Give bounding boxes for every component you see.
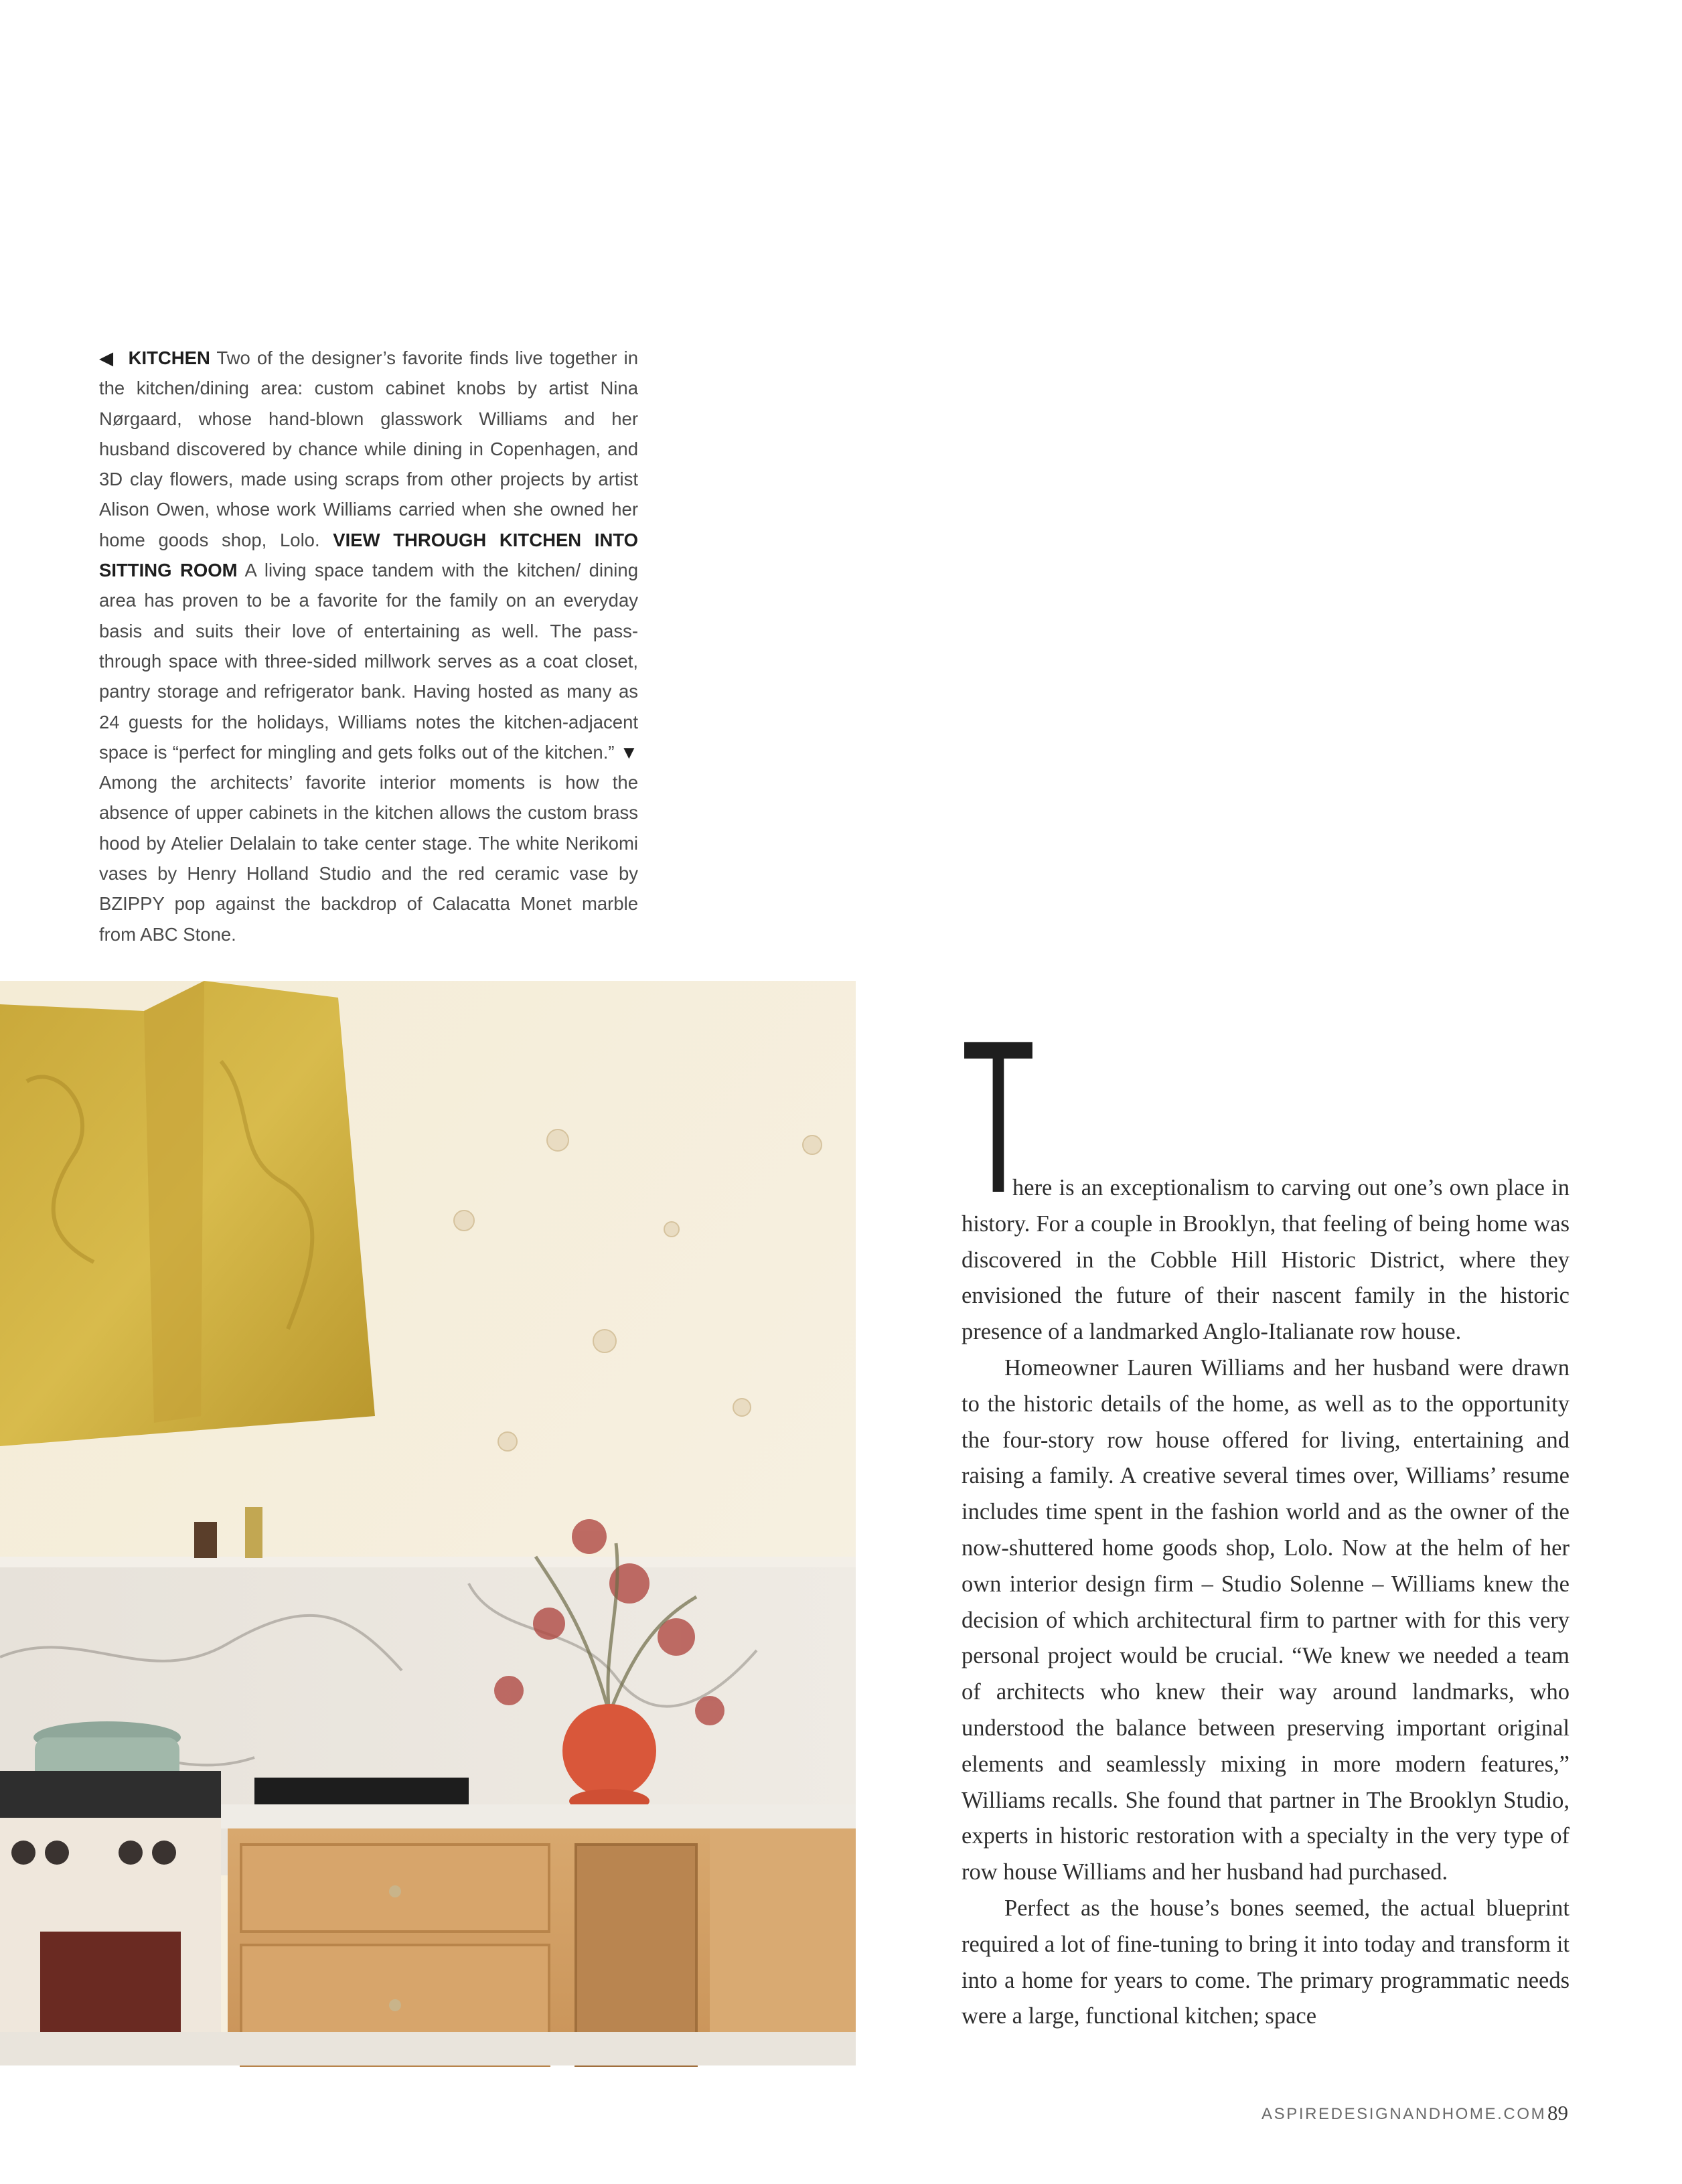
down-arrow-icon: ▼ <box>619 741 639 763</box>
photo-caption <box>99 343 638 949</box>
caption-text-view: A living space tandem with the kitchen/ dining area has proven to be a favorite for the family on an everyday basis and suits their love of entertaining as well. The pass-through space with three-sided millwork serves as a coat closet, pantry storage and refrigerator bank. Having hosted as many as 24 guests for the holidays, Williams notes the kitchen-adjacent space is “perfect for mingling and gets folks out of the kitchen.” <box>99 560 638 763</box>
left-arrow-icon: ◀ <box>99 347 115 368</box>
drop-cap-letter: T <box>962 995 1035 1238</box>
article-body <box>962 1170 1570 2035</box>
article-paragraph-2: Homeowner Lauren Williams and her husband were drawn to the historic details of the home, as well as to the opportunity the four-story row house offered for living, entertaining and raising a family. A creative several times over, Williams’ resume includes time spent in the fashion world and as the owner of the now-shuttered home goods shop, Lolo. Now at the helm of her own interior design firm – Studio Solenne – Williams knew the decision of which architectural firm to partner with for this very personal project would be crucial. “We knew we needed a team of architects who knew their way around landmarks, who understood the balance between preserving important original elements and seamlessly mixing in more modern features,” Williams recalls. She found that partner in The Brooklyn Studio, experts in historic restoration with a specialty in the very type of row house Williams and her husband had purchased. <box>962 1354 1570 1885</box>
caption-label-view: VIEW THROUGH KITCHEN INTO SITTING ROOM <box>99 529 639 581</box>
caption-text-kitchen: Two of the designer’s favorite finds live together in the kitchen/dining area: custom cabinet knobs by artist Nina Nørgaard, whose hand-blown glasswork Williams and her husband discovered by chance while dining in Copenhagen, and 3D clay flowers, made using scraps from other projects by artist Alison Owen, whose work Williams carried when she owned her home goods shop, Lolo. <box>99 347 638 550</box>
caption-label-kitchen: KITCHEN <box>128 347 210 368</box>
page-number: 89 <box>1547 2101 1568 2124</box>
article-paragraph-3: Perfect as the house’s bones seemed, the actual blueprint required a lot of fine-tuning to bring it into today and transform it into a home for years to come. The primary programmatic needs were a large, functional kitchen; space <box>962 1895 1570 2029</box>
article-paragraph-1: here is an exceptionalism to carving out one’s own place in history. For a couple in Brooklyn, that feeling of being home was discovered in the Cobble Hill Historic District, where they envisioned the future of their nascent family in the historic presence of a landmarked Anglo-Italianate row house. <box>962 1175 1570 1345</box>
footer-website: ASPIREDESIGNANDHOME.COM <box>1262 2105 1547 2123</box>
kitchen-photo <box>0 981 856 2065</box>
caption-text-hood: Among the architects’ favorite interior moments is how the absence of upper cabinets in the kitchen allows the custom brass hood by Atelier Delalain to take center stage. The white Nerikomi vases by Henry Holland Studio and the red ceramic vase by BZIPPY pop against the backdrop of Calacatta Monet marble from ABC Stone. <box>99 772 638 945</box>
